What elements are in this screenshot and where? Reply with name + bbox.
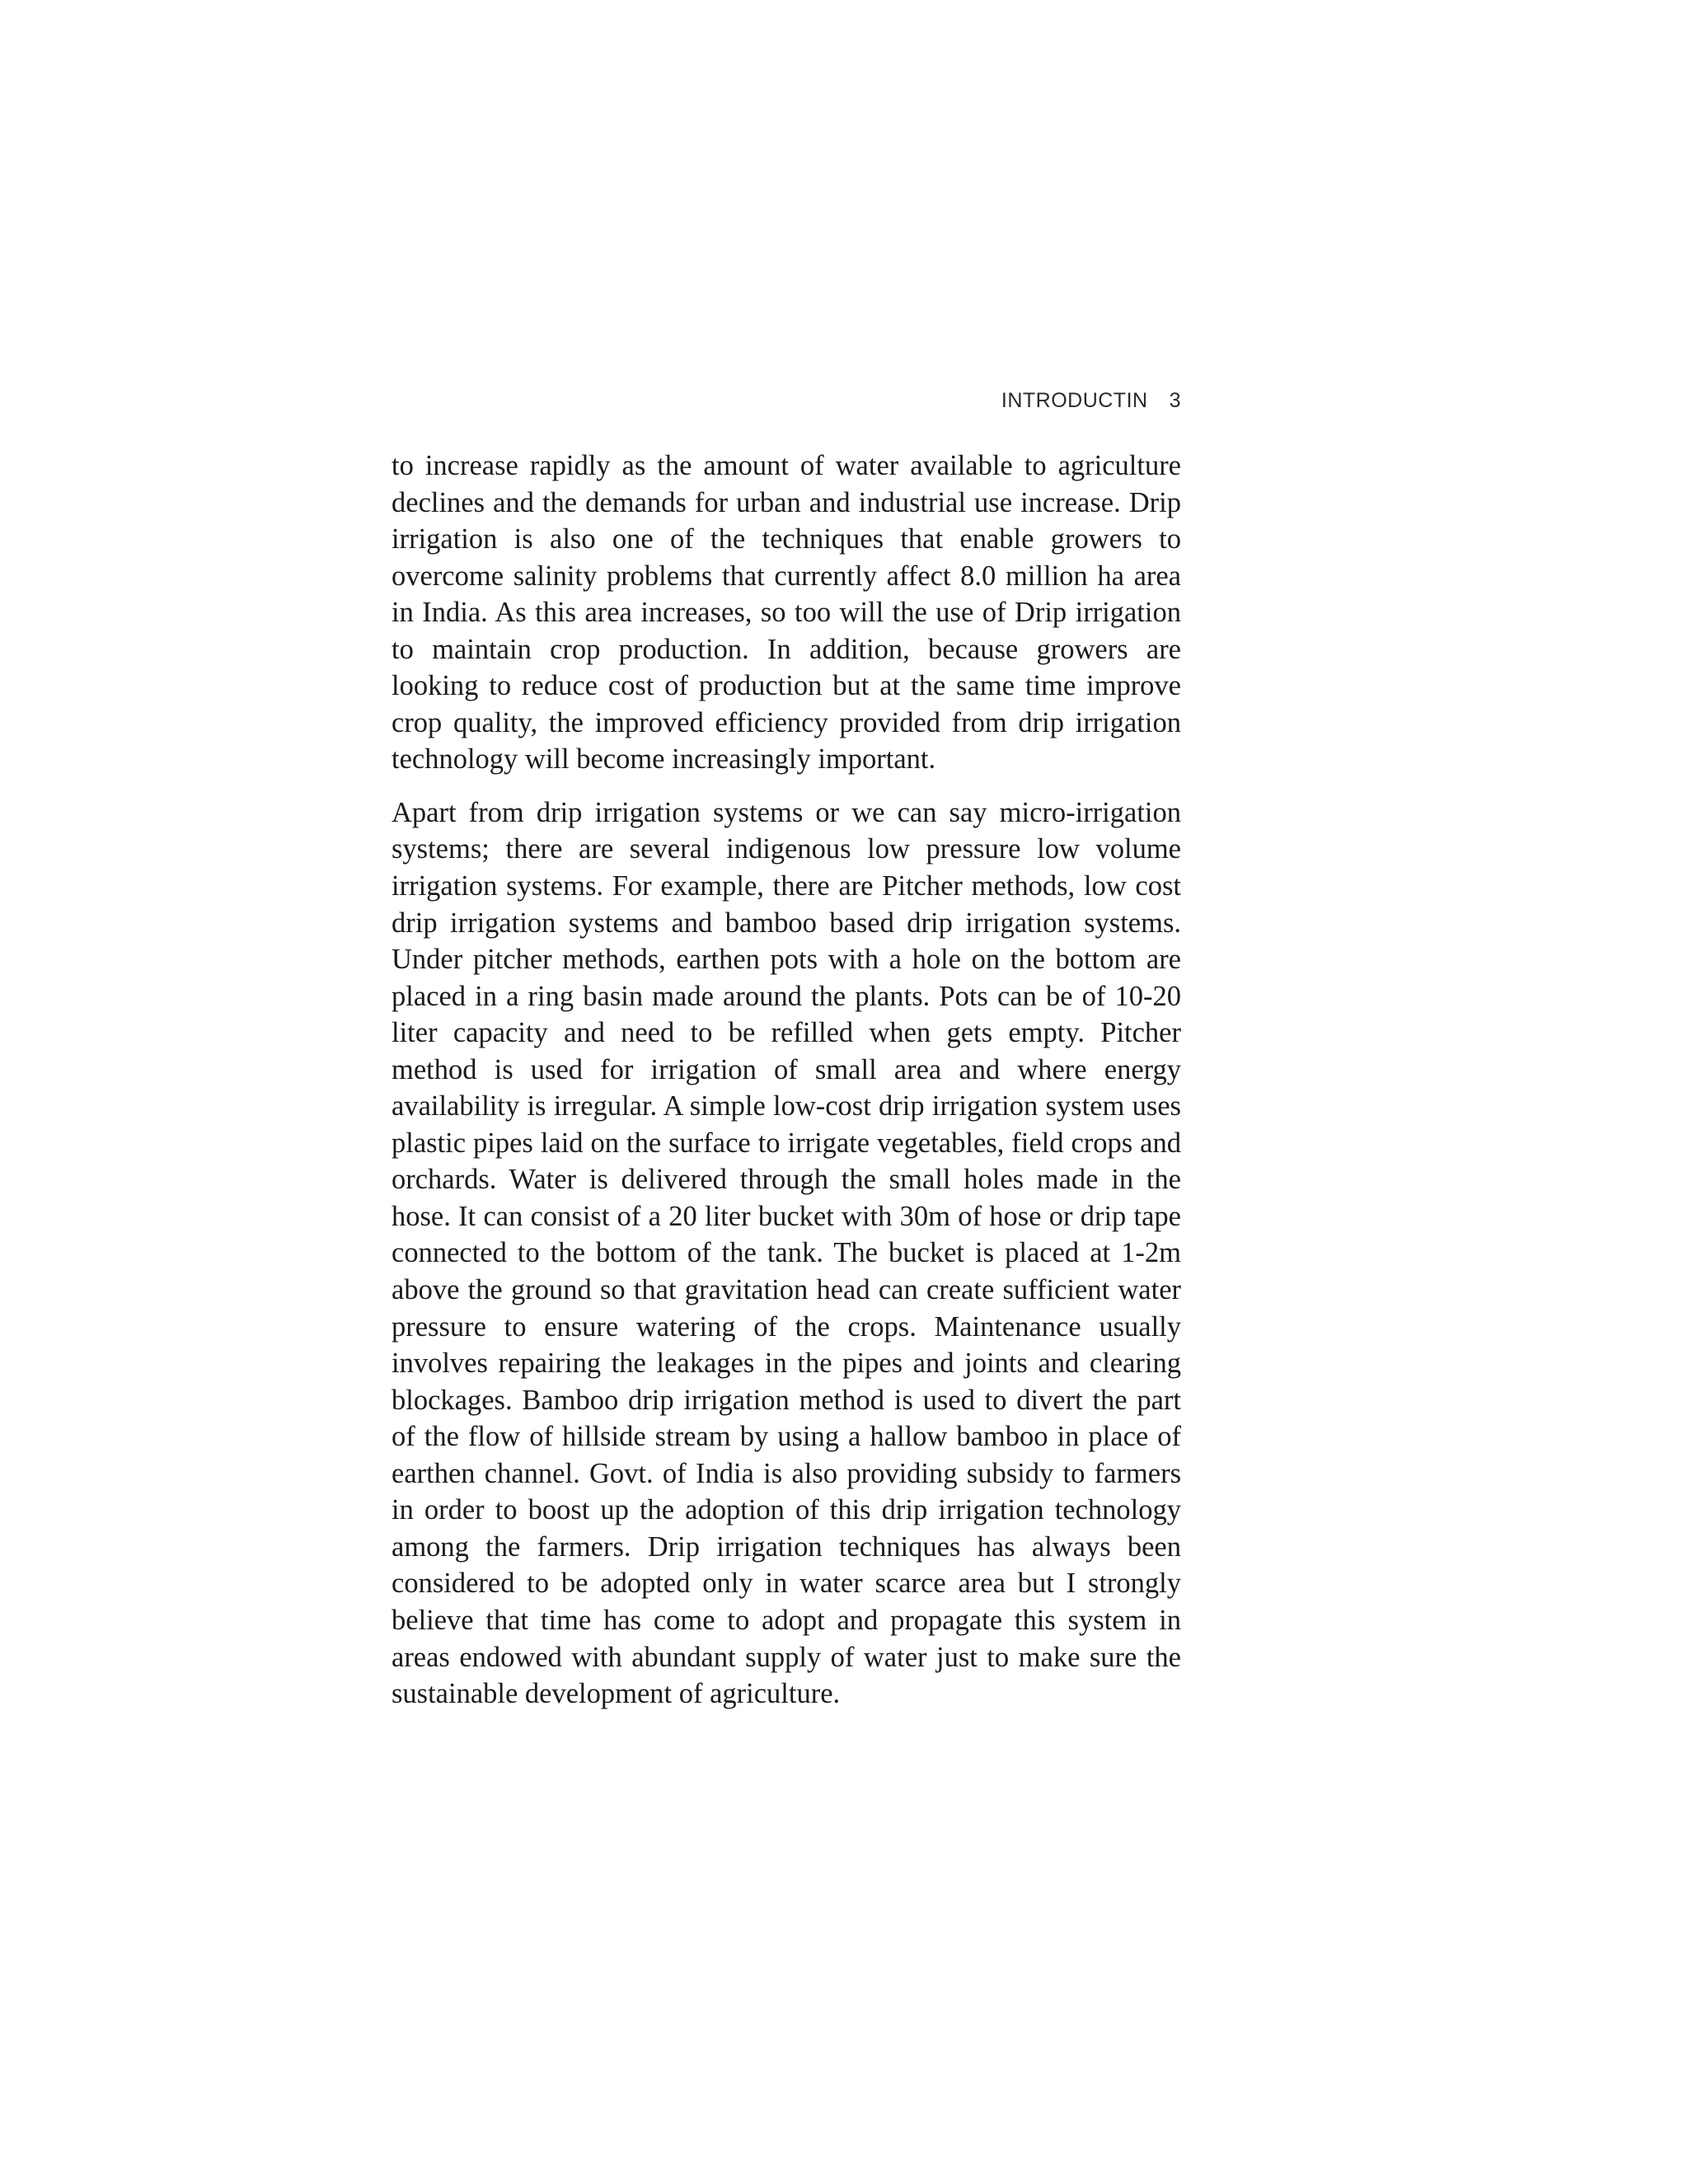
paragraph: Apart from drip irrigation systems or we can say micro-irrigation systems; there are several indigenous low pressure low volume irrigation systems. For example, there are Pitcher methods, low cost drip irrigation systems and bamboo based drip irrigation systems. Under pitcher methods, earthen pots with a hole on the bottom are placed in a ring basin made around the plants. Pots can be of 10-20 liter capacity and need to be refilled when gets empty. Pitcher method is used for irrigation of small area and where energy availability is irregular. A simple low-cost drip irrigation system uses plastic pipes laid on the surface to irrigate vegetables, field crops and orchards. Water is delivered through the small holes made in the hose. It can consist of a 20 liter bucket with 30m of hose or drip tape connected to the bottom of the tank. The bucket is placed at 1-2m above the ground so that gravitation head can create sufficient water pressure to ensure watering of the crops. Maintenance usually involves repairing the leakages in the pipes and joints and clearing blockages. Bamboo drip irrigation method is used to divert the part of the flow of hillside stream by using a hallow bamboo in place of earthen channel. Govt. of India is also providing subsidy to farmers in order to boost up the adoption of this drip irrigation technology among the farmers. Drip irrigation techniques has always been considered to be adopted only in water scarce area but I strongly believe that time has come to adopt and propagate this system in areas endowed with abundant supply of water just to make sure the sustainable development of agriculture. (392, 796, 1181, 1710)
page-number: 3 (1169, 389, 1181, 412)
body-text (392, 448, 1181, 1713)
page-header (392, 389, 1181, 413)
running-title: INTRODUCTIN (1001, 389, 1148, 412)
paragraph: to increase rapidly as the amount of water available to agriculture declines and the demands for urban and industrial use increase. Drip irrigation is also one of the techniques that enable growers to overcome salinity problems that currently affect 8.0 million ha area in India. As this area increases, so too will the use of Drip irrigation to maintain crop production. In addition, because growers are looking to reduce cost of production but at the same time improve crop quality, the improved efficiency provided from drip irrigation technology will become increasingly important. (392, 450, 1181, 776)
